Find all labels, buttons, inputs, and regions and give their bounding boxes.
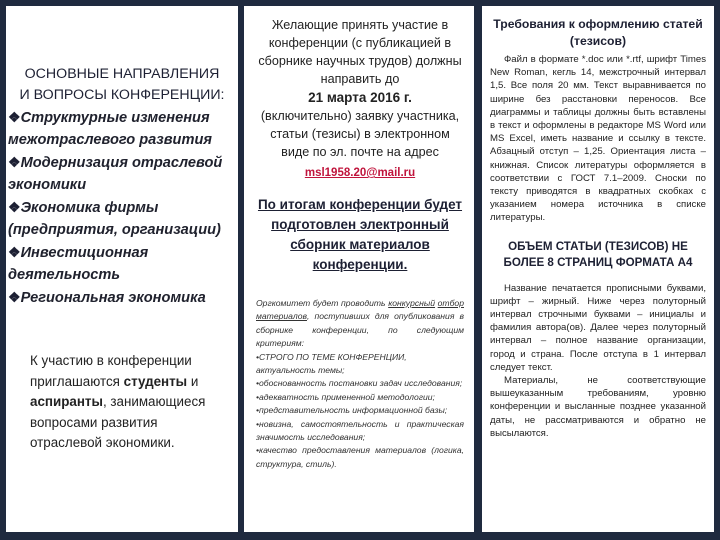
direction-text: Региональная экономика — [20, 290, 206, 306]
directions-list — [8, 106, 236, 309]
submission-intro — [256, 16, 464, 161]
diamond-bullet-icon: ❖ — [8, 109, 21, 125]
directions-heading — [8, 64, 236, 106]
diamond-bullet-icon: ❖ — [8, 244, 21, 260]
requirements-body: Файл в формате *.doc или *.rtf, шрифт Times New Roman, кегль 14, межстрочный интервал 1,5. Все поля 20 мм. Текст выравнивается по ширине без расстановки переносов. Все диаграммы и таблицы должны быть вставлены в текст и оформлены в редакторе MS Word или MS Excel, иметь название и ссылку в тексте. Абзацный отступ – 1,25. Ориентация листа – книжная. Список литературы оформляется в соответствии с ГОСТ 7.1–2009. Сноски по тексту приводятся в квадратных скобках с указанием номера источника в списке литературы. — [490, 54, 706, 224]
diamond-bullet-icon: ❖ — [8, 199, 21, 215]
invite-and: и — [187, 373, 199, 389]
invite-graduates: аспиранты — [30, 394, 103, 409]
diamond-bullet-icon: ❖ — [8, 289, 21, 305]
invitation-text — [30, 351, 222, 454]
criterion-item: •новизна, самостоятельность и практическая значимость исследования; — [256, 418, 464, 443]
direction-text: Структурные изменения межотраслевого развития — [8, 110, 212, 148]
direction-text: Модернизация отраслевой экономики — [8, 155, 223, 193]
volume-limit-heading: ОБЪЕМ СТАТЬИ (ТЕЗИСОВ) НЕ БОЛЕЕ 8 СТРАНИЦ ФОРМАТА А4 — [503, 239, 693, 270]
criterion-item: •представительность информационной базы; — [256, 405, 448, 416]
requirements-title: Требования к оформлению статей (тезисов) — [493, 17, 703, 48]
direction-item — [8, 196, 236, 241]
org-intro-text: Оргкомитет будет проводить — [256, 298, 389, 308]
direction-text: Экономика фирмы (предприятия, организации) — [8, 200, 221, 238]
invite-before: К участию в конференции приглашаются — [30, 353, 192, 389]
criterion-item: •качество предоставления материалов (логика, структура, стиль). — [256, 445, 464, 469]
email-link[interactable]: msl1958.20@mail.ru — [304, 167, 416, 179]
submission-panel — [244, 6, 474, 532]
invite-students: студенты — [123, 373, 188, 389]
submission-text-2: (включительно) заявку участника, статьи (тезисы) в электронном виде по эл. почте на адрес — [260, 109, 460, 159]
direction-text: Инвестиционная деятельность — [8, 245, 149, 283]
heading-line-1: ОСНОВНЫЕ НАПРАВЛЕНИЯ — [24, 66, 220, 82]
criteria-intro — [256, 297, 464, 351]
invite-after: , занимающиеся вопросами развития отраслевой экономики. — [30, 394, 206, 450]
heading-line-2: И ВОПРОСЫ КОНФЕРЕНЦИИ: — [19, 87, 225, 103]
criterion-item: •адекватность примененной методологии; — [256, 391, 435, 402]
collection-notice: По итогам конференции будет подготовлен электронный сборник материалов конференции. — [257, 197, 463, 272]
direction-item — [8, 106, 236, 151]
requirements-panel — [482, 6, 714, 532]
org-intro-text-2: , поступивших для опубликования в сборнике конференции, по следующим критериям: — [256, 311, 464, 349]
diamond-bullet-icon: ❖ — [8, 154, 21, 170]
deadline-date: 21 марта 2016 г. — [308, 90, 412, 105]
direction-item — [8, 151, 236, 196]
direction-item — [8, 286, 236, 309]
criterion-item: •СТРОГО ПО ТЕМЕ КОНФЕРЕНЦИИ, — [256, 351, 407, 362]
criterion-item: актуальность темы; — [256, 365, 345, 376]
selection-criteria — [256, 297, 464, 471]
submission-text: Желающие принять участие в конференции (с публикацией в сборнике научных трудов) должны направить до — [258, 18, 462, 86]
title-format-text: Название печатается прописными буквами, шрифт – жирный. Ниже через полуторный интервал строчными буквами – инициалы и фамилия автора(ов). Далее через полуторный интервал – полное название организации, город и страна. После отступа в 1 интервал следует текст. — [490, 282, 706, 373]
direction-item — [8, 241, 236, 286]
directions-panel — [6, 6, 238, 532]
rejection-notice: Материалы, не соответствующие вышеуказанным требованиям, уровню конференции и высланные позднее указанной даты, не рассматриваются и обратно не высылаются. — [490, 375, 706, 439]
org-intro-underlined-2: отбор материалов — [256, 298, 464, 322]
criterion-item: •обоснованность постановки задач исследования; — [256, 378, 463, 389]
org-intro-underlined: конкурсный — [388, 298, 436, 308]
